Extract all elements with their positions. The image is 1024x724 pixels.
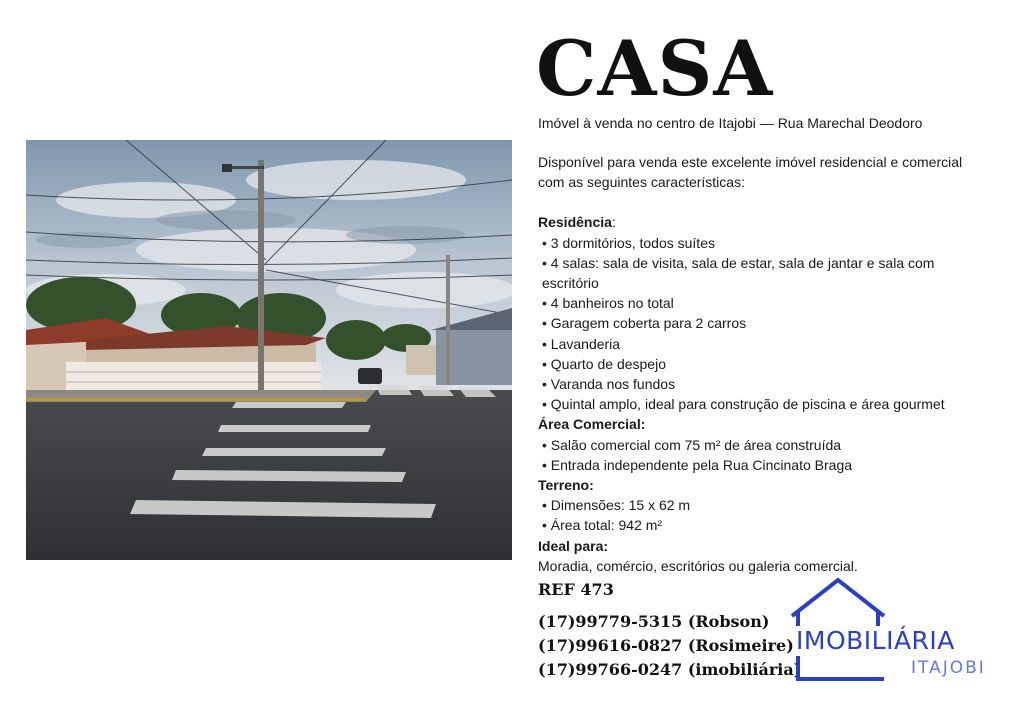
listing-title: CASA <box>536 24 774 113</box>
list-item: • Dimensões: 15 x 62 m <box>538 495 988 515</box>
list-item: • Lavanderia <box>538 334 988 354</box>
phone-rosimeire[interactable]: (17)99616-0827 (Rosimeire) <box>538 636 794 655</box>
list-item: • Entrada independente pela Rua Cincinato Braga <box>538 455 988 475</box>
reference-code: REF 473 <box>538 580 614 599</box>
list-item: • Quintal amplo, ideal para construção de piscina e área gourmet <box>538 394 988 414</box>
company-logo <box>788 576 998 684</box>
logo-city: ITAJOBI <box>908 658 989 678</box>
residencia-heading: Residência <box>538 214 612 231</box>
phone-imobiliaria[interactable]: (17)99766-0247 (imobiliária) <box>538 660 802 679</box>
logo-name: IMOBILIÁRIA <box>796 626 955 655</box>
residencia-list <box>538 233 988 415</box>
list-item: • 3 dormitórios, todos suítes <box>538 233 988 253</box>
terreno-heading: Terreno: <box>538 477 594 494</box>
list-item: • Garagem coberta para 2 carros <box>538 313 988 333</box>
list-item: • 4 banheiros no total <box>538 293 988 313</box>
ideal-heading: Ideal para: <box>538 537 609 554</box>
listing-description: Disponível para venda este excelente imóvel residencial e comercial com as seguintes características: Residência: • 3 dormitórios, todos suítes • 4 salas: sala de visita, sala de estar, sala de jantar e sala com escritório • 4 banheiros no total • Garagem coberta para 2 carros • Lavanderia • Quarto de despejo • Varanda nos fundos • Quintal amplo, ideal para construção de piscina e área gourmet Área Comercial: • Salão comercial com 75 m² de área construída • Entrada independente pela Rua Cincinato Braga Terreno: • Dimensões: 15 x 62 m • Área total: 942 m² Ideal para: Moradia, comércio, escritórios ou galeria comercial. <box>538 152 988 576</box>
list-item: • Quarto de despejo <box>538 354 988 374</box>
intro-text: Disponível para venda este excelente imóvel residencial e comercial com as seguintes características: <box>538 154 963 191</box>
list-item: • Varanda nos fundos <box>538 374 988 394</box>
terreno-list <box>538 495 988 535</box>
listing-subtitle: Imóvel à venda no centro de Itajobi — Rua Marechal Deodoro <box>538 115 923 131</box>
ideal-text: Moradia, comércio, escritórios ou galeria comercial. <box>538 557 858 574</box>
contact-block <box>538 578 801 682</box>
comercial-list <box>538 435 988 475</box>
street-corner-photo <box>26 140 512 560</box>
list-item: • Salão comercial com 75 m² de área construída <box>538 435 988 455</box>
list-item: • Área total: 942 m² <box>538 515 988 535</box>
comercial-heading: Área Comercial: <box>538 416 646 433</box>
property-photo <box>26 140 512 560</box>
list-item: • 4 salas: sala de visita, sala de estar, sala de jantar e sala com escritório <box>538 253 988 293</box>
phone-robson[interactable]: (17)99779-5315 (Robson) <box>538 612 770 631</box>
